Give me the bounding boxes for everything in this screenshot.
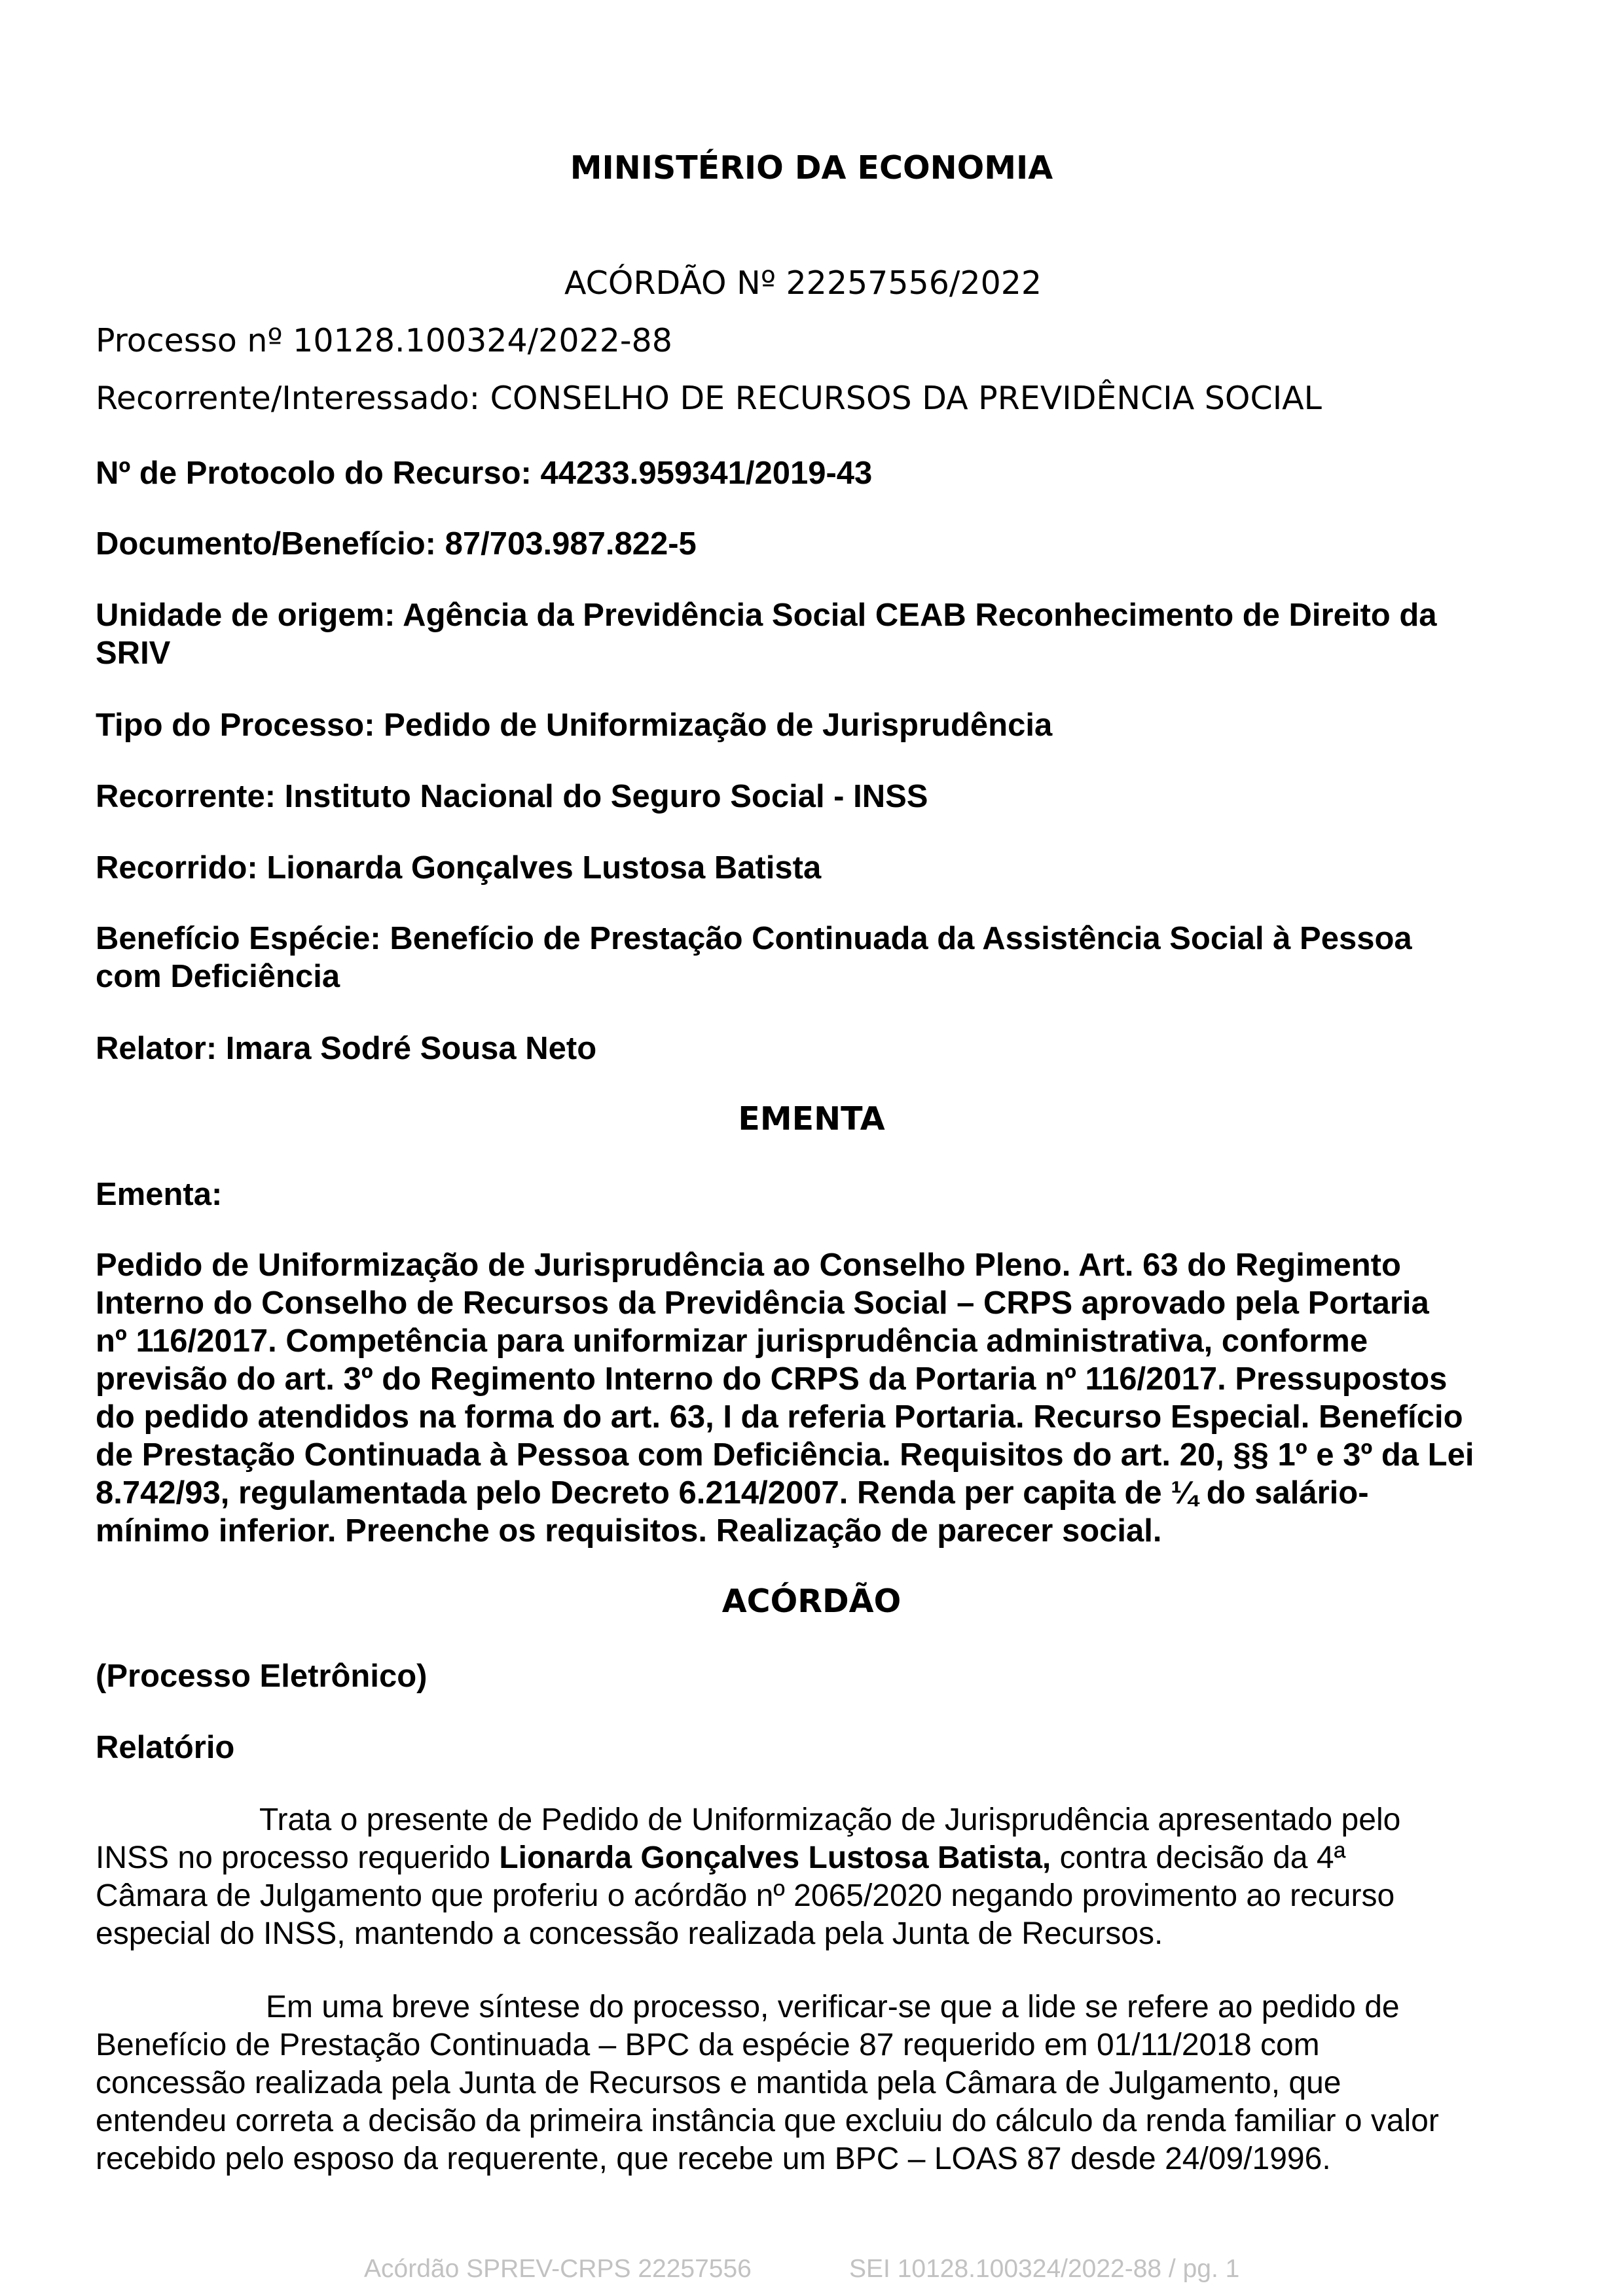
- para2-line-1: Em uma breve síntese do processo, verificar-se que a lide se refere ao pedido de: [266, 1990, 1400, 2024]
- ementa-line: do pedido atendidos na forma do art. 63, I da referia Portaria. Recurso Especial. Benefício: [96, 1399, 1463, 1435]
- recorrente-interessado: Recorrente/Interessado: CONSELHO DE RECURSOS DA PREVIDÊNCIA SOCIAL: [96, 380, 1322, 417]
- para1-line-1: Trata o presente de Pedido de Uniformização de Jurisprudência apresentado pelo: [259, 1803, 1401, 1837]
- unidade-line-2: SRIV: [96, 636, 171, 671]
- para2-line-2: Benefício de Prestação Continuada – BPC da espécie 87 requerido em 01/11/2018 com: [96, 2028, 1320, 2062]
- recorrido-name-bold: Lionarda Gonçalves Lustosa Batista,: [499, 1840, 1051, 1875]
- para1-line-4: especial do INSS, mantendo a concessão realizada pela Junta de Recursos.: [96, 1916, 1163, 1951]
- ementa-line: previsão do art. 3º do Regimento Interno do CRPS da Portaria nº 116/2017. Pressupostos: [96, 1361, 1448, 1397]
- ementa-line: Pedido de Uniformização de Jurisprudência ao Conselho Pleno. Art. 63 do Regimento: [96, 1247, 1401, 1283]
- documento-field: Documento/Benefício: 87/703.987.822-5: [96, 526, 697, 562]
- footer-sei-page: SEI 10128.100324/2022-88 / pg. 1: [849, 2255, 1240, 2283]
- acordao-number: ACÓRDÃO Nº 22257556/2022: [564, 264, 1042, 302]
- para2-line-4: entendeu correta a decisão da primeira instância que excluiu do cálculo da renda familiar o valor: [96, 2104, 1439, 2138]
- ementa-heading: EMENTA: [738, 1100, 885, 1138]
- para1-line-2-end: contra decisão da 4ª: [1051, 1840, 1346, 1875]
- acordao-heading: ACÓRDÃO: [721, 1583, 902, 1620]
- tipo-field: Tipo do Processo: Pedido de Uniformização de Jurisprudência: [96, 708, 1053, 743]
- processo-eletronico: (Processo Eletrônico): [96, 1659, 428, 1694]
- ementa-line: 8.742/93, regulamentada pelo Decreto 6.214/2007. Renda per capita de ¼ do salário-: [96, 1475, 1369, 1511]
- recorrido-field: Recorrido: Lionarda Gonçalves Lustosa Batista: [96, 850, 822, 886]
- ementa-line: de Prestação Continuada à Pessoa com Deficiência. Requisitos do art. 20, §§ 1º e 3º da Lei: [96, 1437, 1474, 1473]
- para2-line-5: recebido pelo esposo da requerente, que recebe um BPC – LOAS 87 desde 24/09/1996.: [96, 2142, 1331, 2176]
- ementa-line: mínimo inferior. Preenche os requisitos. Realização de parecer social.: [96, 1513, 1162, 1549]
- beneficio-line-1: Benefício Espécie: Benefício de Prestação Continuada da Assistência Social à Pessoa: [96, 921, 1412, 956]
- recorrente-field: Recorrente: Instituto Nacional do Seguro Social - INSS: [96, 779, 928, 814]
- para2-line-3: concessão realizada pela Junta de Recursos e mantida pela Câmara de Julgamento, que: [96, 2066, 1341, 2100]
- para1-line-3: Câmara de Julgamento que proferiu o acórdão nº 2065/2020 negando provimento ao recurso: [96, 1878, 1395, 1913]
- relatorio-paragraph-2: [96, 1988, 1536, 2178]
- relator-field: Relator: Imara Sodré Sousa Neto: [96, 1031, 597, 1066]
- relatorio-paragraph-1: [96, 1801, 1536, 1953]
- footer-acordao-ref: Acórdão SPREV-CRPS 22257556: [364, 2255, 752, 2283]
- beneficio-line-2: com Deficiência: [96, 959, 340, 994]
- ementa-text: [96, 1246, 1536, 1550]
- unidade-line-1: Unidade de origem: Agência da Previdência Social CEAB Reconhecimento de Direito da: [96, 598, 1437, 633]
- protocolo-field: Nº de Protocolo do Recurso: 44233.959341/2019-43: [96, 456, 873, 491]
- ementa-line: nº 116/2017. Competência para uniformizar jurisprudência administrativa, conforme: [96, 1323, 1368, 1359]
- ementa-label: Ementa:: [96, 1177, 223, 1212]
- relatorio-heading: Relatório: [96, 1730, 235, 1765]
- para1-line-2-start: INSS no processo requerido: [96, 1840, 500, 1875]
- processo-number: Processo nº 10128.100324/2022-88: [96, 322, 672, 359]
- ementa-line: Interno do Conselho de Recursos da Previdência Social – CRPS aprovado pela Portaria: [96, 1285, 1429, 1321]
- ministry-title: MINISTÉRIO DA ECONOMIA: [570, 149, 1053, 187]
- beneficio-field: [96, 920, 1536, 996]
- unidade-field: [96, 596, 1536, 672]
